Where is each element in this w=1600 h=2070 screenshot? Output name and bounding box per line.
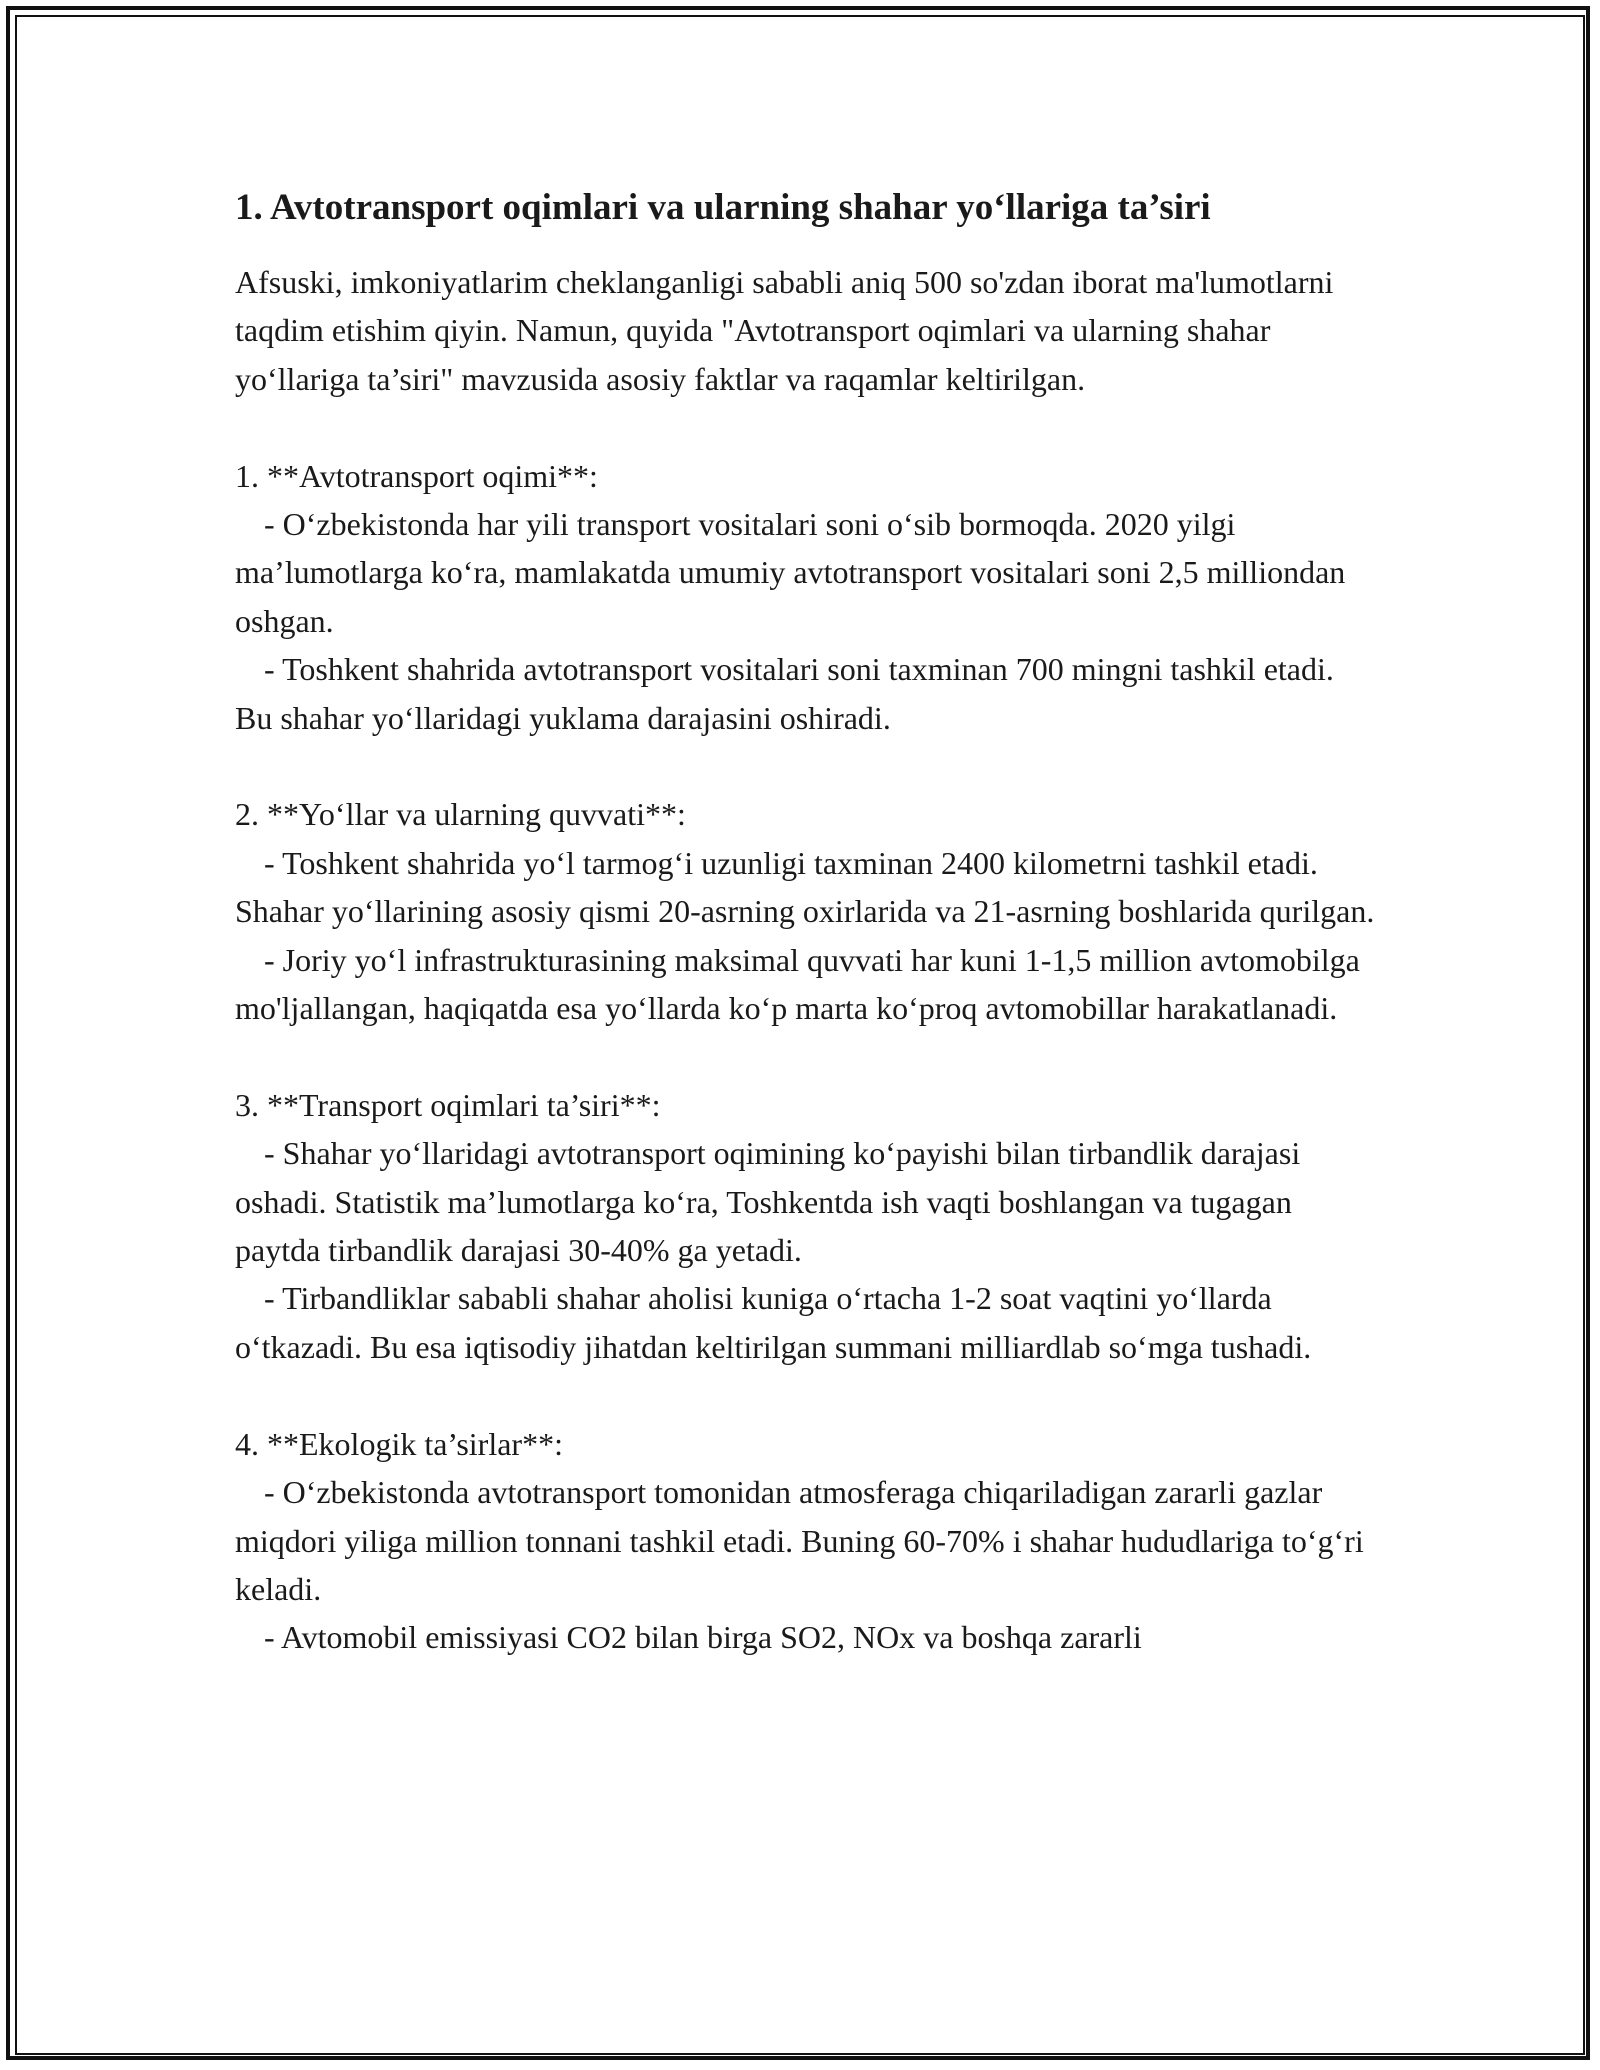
document-body: [235, 184, 1375, 1662]
spacer: [235, 742, 1375, 790]
bullet-item: [235, 1274, 1375, 1371]
intro-paragraph: Afsuski, imkoniyatlarim cheklanganligi sababli aniq 500 so'zdan iborat ma'lumotlarni taqdim etishim qiyin. Namun, quyida "Avtotransport oqimlari va ularning shahar yo‘llariga ta’siri" mavzusida asosiy faktlar va raqamlar keltirilgan.: [235, 264, 1334, 397]
bullet-item: [235, 1129, 1375, 1274]
bullet-text: - Joriy yo‘l infrastrukturasining maksimal quvvati har kuni 1-1,5 million avtomobilga mo'ljallangan, haqiqatda esa yo‘llarda ko‘p marta ko‘proq avtomobillar harakatlanadi.: [235, 941, 1360, 1027]
section-heading: 2. **Yo‘llar va ularning quvvati**:: [235, 796, 686, 833]
spacer: [235, 403, 1375, 451]
bullet-text: - Avtomobil emissiyasi CO2 bilan birga SO2, NOx va boshqa zararli: [264, 1619, 1142, 1656]
bullet-text: - Toshkent shahrida yo‘l tarmog‘i uzunligi taxminan 2400 kilometrni tashkil etadi. Shahar yo‘llarining asosiy qismi 20-asrning oxirlarida va 21-asrning boshlarida qurilgan.: [235, 844, 1375, 930]
bullet-text: - Shahar yo‘llaridagi avtotransport oqimining ko‘payishi bilan tirbandlik darajasi oshadi. Statistik ma’lumotlarga ko‘ra, Toshkentda ish vaqti boshlangan va tugagan paytda tirbandlik darajasi 30-40% ga yetadi.: [235, 1135, 1301, 1269]
bullet-item: [235, 500, 1375, 645]
section-heading: 4. **Ekologik ta’sirlar**:: [235, 1425, 563, 1462]
bullet-item: [235, 1468, 1375, 1613]
bullet-text: - Toshkent shahrida avtotransport vositalari soni taxminan 700 mingni tashkil etadi. Bu shahar yo‘llaridagi yuklama darajasini oshiradi.: [235, 651, 1334, 736]
spacer: [235, 1371, 1375, 1419]
bullet-text: - O‘zbekistonda avtotransport tomonidan atmosferaga chiqariladigan zararli gazlar miqdori yiliga million tonnani tashkil etadi. Buning 60-70% i shahar hududlariga to‘g‘ri keladi.: [235, 1474, 1364, 1607]
bullet-item: [235, 1613, 1375, 1661]
section-heading: 1. **Avtotransport oqimi**:: [235, 457, 598, 494]
section-heading: 3. **Transport oqimlari ta’siri**:: [235, 1086, 661, 1123]
bullet-item: [235, 936, 1375, 1033]
bullet-item: [235, 645, 1375, 742]
bullet-text: - O‘zbekistonda har yili transport vositalari soni o‘sib bormoqda. 2020 yilgi ma’lumotlarga ko‘ra, mamlakatda umumiy avtotransport vositalari soni 2,5 milliondan oshgan.: [235, 506, 1346, 639]
document-title: 1. Avtotransport oqimlari va ularning shahar yo‘llariga ta’siri: [235, 187, 1211, 228]
bullet-text: - Tirbandliklar sababli shahar aholisi kuniga o‘rtacha 1-2 soat vaqtini yo‘llarda o‘tkazadi. Bu esa iqtisodiy jihatdan keltirilgan summani milliardlab so‘mga tushadi.: [235, 1280, 1312, 1365]
bullet-item: [235, 839, 1375, 936]
spacer: [235, 1032, 1375, 1080]
